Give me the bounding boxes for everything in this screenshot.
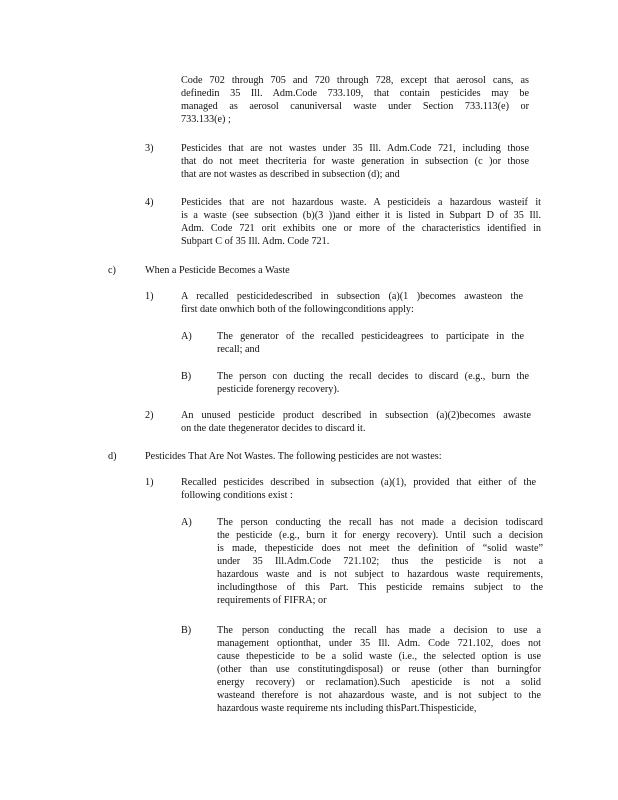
text-line: includingthose of this Part. This pesticide remains subject to the xyxy=(217,582,543,593)
text-line: The person con ducting the recall decides to discard (e.g., burn the xyxy=(217,371,529,382)
text-line: managed as aerosol canuniversal waste under Section 733.113(e) or xyxy=(181,101,529,112)
item-3-text xyxy=(181,142,529,181)
text-line: on the date thegenerator decides to discard it. xyxy=(181,423,366,434)
text-line: 733.133(e) ; xyxy=(181,114,231,125)
text-line: energy recovery) or reclamation).Such apesticide is not a solid xyxy=(217,677,541,688)
text-line: recall; and xyxy=(217,344,260,355)
text-line: under 35 Ill.Adm.Code 721.102; thus the pesticide is not a xyxy=(217,556,543,567)
text-line: Adm. Code 721 orit exhibits one or more of the characteristics identified in xyxy=(181,223,541,234)
text-line: wasteand therefore is not ahazardous waste, and is not subject to the xyxy=(217,690,541,701)
text-line: hazardous waste requireme nts including thisPart.Thispesticide, xyxy=(217,703,477,714)
item-d1-label: 1) xyxy=(145,477,154,488)
section-d-label: d) xyxy=(108,451,117,462)
text-line: definedin 35 Ill. Adm.Code 733.109, that contain pesticides may be xyxy=(181,88,529,99)
text-line: the pesticide (e.g., burn it for energy recovery). Until such a decision xyxy=(217,530,543,541)
text-line: The person conducting the recall has made a decision to use a xyxy=(217,625,541,636)
text-line: (other than use constitutingdisposal) or reuse (other than burningfor xyxy=(217,664,541,675)
item-c1-text xyxy=(181,290,523,316)
text-line: Subpart C of 35 Ill. Adm. Code 721. xyxy=(181,236,330,247)
text-line: pesticide forenergy recovery). xyxy=(217,384,340,395)
text-line: that are not wastes as described in subsection (d); and xyxy=(181,169,400,180)
text-line: Pesticides that are not wastes under 35 Ill. Adm.Code 721, including those xyxy=(181,143,529,154)
item-cA-label: A) xyxy=(181,331,192,342)
item-d1-text xyxy=(181,476,536,502)
text-line: Recalled pesticides described in subsection (a)(1), provided that either of the xyxy=(181,477,536,488)
item-4-label: 4) xyxy=(145,197,154,208)
section-d-heading: Pesticides That Are Not Wastes. The following pesticides are not wastes: xyxy=(145,451,442,462)
item-dA-label: A) xyxy=(181,517,192,528)
item-cB-text xyxy=(217,370,529,396)
text-line: is made, thepesticide does not meet the definition of “solid waste” xyxy=(217,543,543,554)
item-3-label: 3) xyxy=(145,143,154,154)
item-c1-label: 1) xyxy=(145,291,154,302)
text-line: A recalled pesticidedescribed in subsection (a)(1 )becomes awasteon the xyxy=(181,291,523,302)
text-line: Code 702 through 705 and 720 through 728, except that aerosol cans, as xyxy=(181,75,529,86)
item-c2-label: 2) xyxy=(145,410,154,421)
item-dB-label: B) xyxy=(181,625,192,636)
text-line: hazardous waste and is not subject to hazardous waste requirements, xyxy=(217,569,543,580)
item-c2-text xyxy=(181,409,531,435)
text-line: that do not meet thecriteria for waste generation in subsection (c )or those xyxy=(181,156,529,167)
section-c-label: c) xyxy=(108,265,116,276)
text-line: requirements of FIFRA; or xyxy=(217,595,327,606)
text-line: The person conducting the recall has not made a decision todiscard xyxy=(217,517,543,528)
item-dA-text xyxy=(217,516,543,607)
item-cB-label: B) xyxy=(181,371,192,382)
text-line: is a waste (see subsection (b)(3 ))and either it is listed in Subpart D of 35 Ill. xyxy=(181,210,541,221)
item-dB-text xyxy=(217,624,541,715)
text-line: The generator of the recalled pesticideagrees to participate in the xyxy=(217,331,524,342)
text-line: following conditions exist : xyxy=(181,490,293,501)
text-line: An unused pesticide product described in subsection (a)(2)becomes awaste xyxy=(181,410,531,421)
item-cA-text xyxy=(217,330,524,356)
text-line: cause thepesticide to be a solid waste (i.e., the selected option is use xyxy=(217,651,541,662)
item-4-text xyxy=(181,196,541,248)
text-line: Pesticides that are not hazardous waste. A pesticideis a hazardous wasteif it xyxy=(181,197,541,208)
text-line: management optionthat, under 35 Ill. Adm. Code 721.102, does not xyxy=(217,638,541,649)
text-line: first date onwhich both of the followingconditions apply: xyxy=(181,304,414,315)
continuation-paragraph xyxy=(181,74,529,126)
section-c-heading: When a Pesticide Becomes a Waste xyxy=(145,265,290,276)
